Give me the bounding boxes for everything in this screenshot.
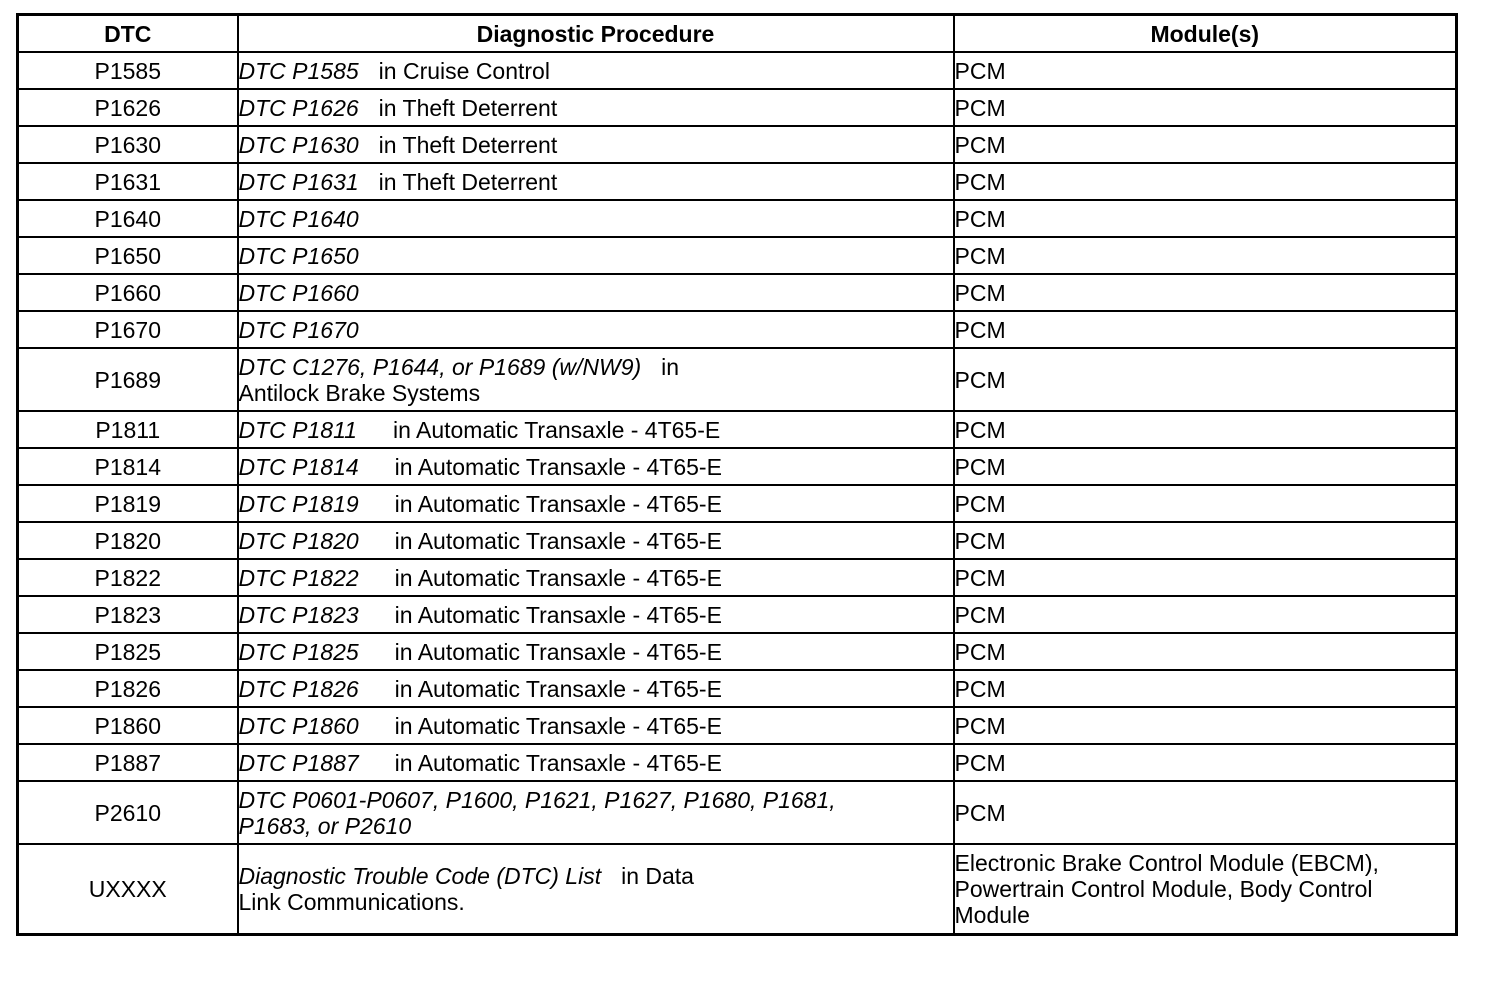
procedure-suffix: in Automatic Transaxle - 4T65-E: [394, 564, 722, 591]
module-cell: PCM: [954, 522, 1457, 559]
module-cell: PCM: [954, 670, 1457, 707]
module-cell: PCM: [954, 200, 1457, 237]
module-cell: PCM: [954, 781, 1457, 844]
dtc-code: P1626: [18, 89, 238, 126]
table-row: [18, 596, 1457, 633]
table-row: [18, 200, 1457, 237]
table-row: [18, 633, 1457, 670]
module-cell: PCM: [954, 633, 1457, 670]
table-row: [18, 163, 1457, 200]
procedure-link[interactable]: DTC P1822: [238, 564, 359, 591]
dtc-code: P2610: [18, 781, 238, 844]
procedure-cell: [238, 596, 954, 633]
header-modules: Module(s): [954, 15, 1457, 53]
procedure-suffix-line2: Link Communications.: [238, 889, 465, 915]
procedure-cell: [238, 781, 954, 844]
dtc-code: P1811: [18, 411, 238, 448]
procedure-cell: [238, 448, 954, 485]
module-cell: PCM: [954, 707, 1457, 744]
dtc-code: P1887: [18, 744, 238, 781]
module-cell: PCM: [954, 485, 1457, 522]
procedure-cell: [238, 163, 954, 200]
procedure-suffix: in Automatic Transaxle - 4T65-E: [394, 601, 722, 628]
dtc-code: P1660: [18, 274, 238, 311]
procedure-link[interactable]: DTC P1630: [238, 131, 359, 158]
procedure-suffix: in Automatic Transaxle - 4T65-E: [394, 675, 722, 702]
table-row: [18, 744, 1457, 781]
procedure-cell: [238, 348, 954, 411]
module-cell: PCM: [954, 559, 1457, 596]
table-row: [18, 781, 1457, 844]
procedure-link[interactable]: DTC P1670: [238, 316, 359, 343]
dtc-code: P1822: [18, 559, 238, 596]
module-cell: PCM: [954, 348, 1457, 411]
dtc-code: P1689: [18, 348, 238, 411]
table-row: [18, 559, 1457, 596]
dtc-code: P1585: [18, 52, 238, 89]
table-row: [18, 485, 1457, 522]
dtc-code: P1860: [18, 707, 238, 744]
procedure-cell: [238, 485, 954, 522]
module-cell: PCM: [954, 274, 1457, 311]
module-line-2: Powertrain Control Module, Body Control: [954, 876, 1373, 902]
procedure-cell: [238, 670, 954, 707]
procedure-link[interactable]: DTC P1887: [238, 749, 359, 776]
module-cell: PCM: [954, 744, 1457, 781]
procedure-link[interactable]: DTC P1819: [238, 490, 359, 517]
procedure-link[interactable]: DTC C1276, P1644, or P1689 (w/NW9): [238, 353, 642, 380]
procedure-link[interactable]: DTC P1631: [238, 168, 359, 195]
procedure-cell: [238, 274, 954, 311]
procedure-cell: [238, 200, 954, 237]
procedure-cell: [238, 559, 954, 596]
procedure-suffix: in Automatic Transaxle - 4T65-E: [394, 638, 722, 665]
procedure-suffix: in Automatic Transaxle - 4T65-E: [392, 416, 721, 443]
dtc-code: UXXXX: [18, 844, 238, 935]
table-row: [18, 844, 1457, 935]
module-cell: PCM: [954, 448, 1457, 485]
dtc-code: P1819: [18, 485, 238, 522]
procedure-cell: [238, 707, 954, 744]
dtc-code: P1826: [18, 670, 238, 707]
module-line-1: Electronic Brake Control Module (EBCM),: [954, 850, 1379, 876]
procedure-link[interactable]: DTC P1650: [238, 242, 359, 269]
module-cell: PCM: [954, 89, 1457, 126]
procedure-link[interactable]: DTC P1626: [238, 94, 359, 121]
dtc-code: P1640: [18, 200, 238, 237]
module-cell: PCM: [954, 311, 1457, 348]
header-procedure: Diagnostic Procedure: [238, 15, 954, 53]
procedure-link[interactable]: DTC P1640: [238, 205, 359, 232]
table-row: [18, 411, 1457, 448]
module-cell: PCM: [954, 237, 1457, 274]
table-row: [18, 274, 1457, 311]
procedure-cell: [238, 311, 954, 348]
table-row: [18, 52, 1457, 89]
procedure-cell: [238, 522, 954, 559]
procedure-link-line2[interactable]: P1683, or P2610: [238, 812, 412, 839]
procedure-cell: [238, 844, 954, 935]
dtc-code: P1825: [18, 633, 238, 670]
procedure-cell: [238, 52, 954, 89]
procedure-link[interactable]: DTC P1825: [238, 638, 359, 665]
procedure-cell: [238, 411, 954, 448]
header-row: [18, 15, 1457, 53]
procedure-suffix: in Automatic Transaxle - 4T65-E: [394, 749, 722, 776]
table-row: [18, 89, 1457, 126]
procedure-cell: [238, 237, 954, 274]
procedure-suffix: in Automatic Transaxle - 4T65-E: [394, 527, 722, 554]
dtc-code: P1631: [18, 163, 238, 200]
module-cell: PCM: [954, 596, 1457, 633]
dtc-table: [16, 13, 1458, 936]
procedure-suffix: in Theft Deterrent: [378, 94, 558, 121]
procedure-suffix: in Theft Deterrent: [378, 168, 558, 195]
procedure-link[interactable]: DTC P1811: [238, 416, 357, 443]
procedure-cell: [238, 89, 954, 126]
table-row: [18, 237, 1457, 274]
procedure-cell: [238, 126, 954, 163]
table-row: [18, 707, 1457, 744]
procedure-link[interactable]: DTC P1823: [238, 601, 359, 628]
procedure-cell: [238, 744, 954, 781]
procedure-link[interactable]: DTC P1826: [238, 675, 359, 702]
procedure-link[interactable]: DTC P1820: [238, 527, 359, 554]
procedure-link[interactable]: DTC P1660: [238, 279, 359, 306]
module-line-3: Module: [954, 902, 1030, 928]
procedure-suffix: in Cruise Control: [378, 57, 550, 84]
module-cell: PCM: [954, 163, 1457, 200]
module-cell: PCM: [954, 411, 1457, 448]
dtc-code: P1814: [18, 448, 238, 485]
procedure-suffix: in Theft Deterrent: [378, 131, 558, 158]
table-row: [18, 348, 1457, 411]
procedure-cell: [238, 633, 954, 670]
procedure-link[interactable]: DTC P1585: [238, 57, 359, 84]
procedure-link[interactable]: DTC P1814: [238, 453, 359, 480]
procedure-suffix: in: [661, 353, 680, 380]
procedure-suffix: in Automatic Transaxle - 4T65-E: [394, 453, 722, 480]
dtc-code: P1820: [18, 522, 238, 559]
table-row: [18, 126, 1457, 163]
procedure-suffix: in Automatic Transaxle - 4T65-E: [394, 490, 722, 517]
table-row: [18, 448, 1457, 485]
procedure-link[interactable]: Diagnostic Trouble Code (DTC) List: [238, 863, 602, 889]
dtc-code: P1650: [18, 237, 238, 274]
procedure-suffix: in Data: [621, 863, 694, 889]
procedure-suffix-line2: Antilock Brake Systems: [238, 379, 481, 406]
table-row: [18, 522, 1457, 559]
procedure-link[interactable]: DTC P1860: [238, 712, 359, 739]
module-cell: PCM: [954, 126, 1457, 163]
module-cell: PCM: [954, 52, 1457, 89]
module-cell: [954, 844, 1457, 935]
dtc-code: P1823: [18, 596, 238, 633]
dtc-code: P1670: [18, 311, 238, 348]
header-dtc: DTC: [18, 15, 238, 53]
procedure-suffix: in Automatic Transaxle - 4T65-E: [394, 712, 722, 739]
table-row: [18, 670, 1457, 707]
table-row: [18, 311, 1457, 348]
procedure-link[interactable]: DTC P0601-P0607, P1600, P1621, P1627, P1680, P1681,: [238, 786, 836, 813]
dtc-code: P1630: [18, 126, 238, 163]
